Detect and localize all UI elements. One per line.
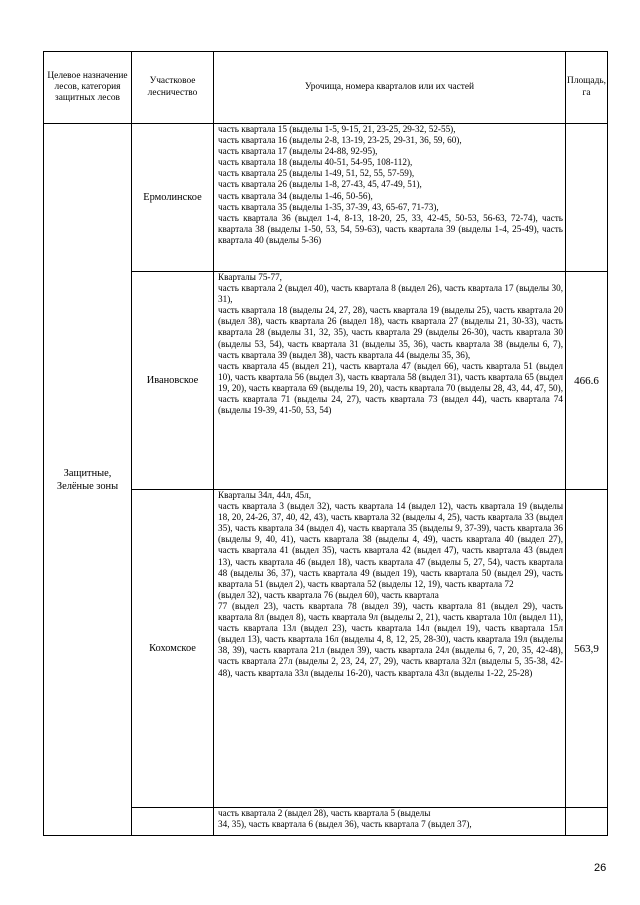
tracts-cell <box>214 808 566 836</box>
forests-table <box>43 51 608 836</box>
area-cell <box>566 808 608 836</box>
tract-line: Кварталы 34л, 44л, 45л, <box>218 490 312 500</box>
tract-line: Кварталы 75-77, <box>218 272 282 282</box>
tract-line: часть квартала 45 (выдел 21), часть квартала 47 (выдел 66), часть квартала 51 (выдел 10), часть квартала 56 (выдел 3), часть квартала 58 (выдел 31), часть квартала 65 (выдел 19, 20), часть квартала 69 (выделы 19, 20), часть квартала 70 (выделы 28, 43, 44, 47, 50), часть квартала 71 (выделы 24, 27), часть квартала 73 (выдел 44), часть квартала 74 (выделы 19-39, 41-50, 53, 54) <box>218 360 563 416</box>
tracts-cell <box>214 490 566 808</box>
tract-line: часть квартала 36 (выдел 1-4, 8-13, 18-20, 25, 33, 42-45, 50-53, 56-63, 72-74), часть квартала 38 (выделы 1-50, 53, 54, 59-63), часть квартала 39 (выделы 1-4, 25-49), часть квартала 40 (выделы 5-36) <box>218 212 563 245</box>
area-cell: 563,9 <box>566 490 608 808</box>
header-row <box>44 52 608 124</box>
category-cell: Защитные, Зелёные зоны <box>44 124 132 836</box>
tract-line: (выдел 32), часть квартала 76 (выдел 60), часть квартала <box>218 589 439 600</box>
tract-line: часть квартала 18 (выделы 40-51, 54-95, 108-112), <box>218 157 413 168</box>
forestry-name: Ермолинское <box>132 124 214 272</box>
header-purpose: Целевое назначение лесов, категория защитных лесов <box>44 52 132 124</box>
tracts-cell <box>214 272 566 490</box>
tract-line: часть квартала 3 (выдел 32), часть квартала 14 (выдел 12), часть квартала 19 (выделы 18, 20, 24-26, 37, 40, 42, 43), часть квартала 32 (выделы 4, 25), часть квартала 33 (выдел 35), часть квартала 34 (выдел 4), часть квартала 35 (выделы 9, 37-39), часть квартала 36 (выделы 9, 40, 41), часть квартала 38 (выделы 4, 49), часть квартала 40 (выдел 27), часть квартала 41 (выдел 35), часть квартала 42 (выдел 47), часть квартала 43 (выдел 13), часть квартала 46 (выдел 18), часть квартала 47 (выделы 5, 27, 54), часть квартала 48 (выделы 36, 37), часть квартала 49 (выдел 19), часть квартала 50 (выдел 29), часть квартала 51 (выдел 2), часть квартала 52 (выделы 12, 19), часть квартала 72 <box>218 501 563 589</box>
tract-line: часть квартала 15 (выделы 1-5, 9-15, 21, 23-25, 29-32, 52-55), <box>218 124 456 134</box>
tracts-cell <box>214 124 566 272</box>
table-row <box>44 124 608 272</box>
tract-line: 77 (выдел 23), часть квартала 78 (выдел 39), часть квартала 81 (выдел 29), часть квартала 8л (выдел 8), часть квартала 9л (выделы 2, 21), часть квартала 10л (выдел 11), часть квартала 13л (выдел 23), часть квартала 14л (выдел 19), часть квартала 15л (выдел 13), часть квартала 16л (выделы 4, 8, 12, 25, 28-30), часть квартала 19л (выделы 38, 39), часть квартала 21л (выдел 39), часть квартала 24л (выделы 6, 7, 20, 35, 42-48), часть квартала 27л (выделы 2, 23, 24, 27, 29), часть квартала 32л (выделы 5, 35-38, 42-48), часть квартала 33л (выделы 16-20), часть квартала 43л (выделы 1-22, 25-28) <box>218 600 563 678</box>
tract-line: часть квартала 17 (выделы 24-88, 92-95), <box>218 146 378 157</box>
area-cell <box>566 124 608 272</box>
tract-line: часть квартала 34 (выделы 1-46, 50-56), <box>218 190 373 201</box>
tract-line: часть квартала 2 (выдел 40), часть квартала 8 (выдел 26), часть квартала 17 (выделы 30, 31), <box>218 283 563 305</box>
tract-line: часть квартала 2 (выдел 28), часть квартала 5 (выделы <box>218 808 431 818</box>
tract-line: часть квартала 18 (выделы 24, 27, 28), часть квартала 19 (выделы 25), часть квартала 20 (выдел 38), часть квартала 26 (выдел 18), часть квартала 27 (выделы 21, 30-33), часть квартала 28 (выделы 31, 32, 35), часть квартала 29 (выделы 26-30), часть квартала 30 (выделы 53, 54), часть квартала 31 (выделы 35, 36), часть квартала 38 (выделы 6, 7), часть квартала 39 (выдел 38), часть квартала 44 (выделы 35, 36), <box>218 305 563 360</box>
forestry-name: Ивановское <box>132 272 214 490</box>
tract-line: часть квартала 16 (выделы 2-8, 13-19, 23-25, 29-31, 36, 59, 60), <box>218 135 462 146</box>
page-number: 26 <box>594 862 607 874</box>
tract-line: часть квартала 25 (выделы 1-49, 51, 52, 55, 57-59), <box>218 168 415 179</box>
header-tracts: Урочища, номера кварталов или их частей <box>214 52 566 124</box>
forestry-name: Кохомское <box>132 490 214 808</box>
tract-line: часть квартала 35 (выделы 1-35, 37-39, 43, 65-67, 71-73), <box>218 201 439 212</box>
forestry-name <box>132 808 214 836</box>
area-cell: 466.6 <box>566 272 608 490</box>
header-forestry: Участковое лесничество <box>132 52 214 124</box>
tract-line: часть квартала 26 (выделы 1-8, 27-43, 45, 47-49, 51), <box>218 179 422 190</box>
tract-line: 34, 35), часть квартала 6 (выдел 36), часть квартала 7 (выдел 37), <box>218 819 472 830</box>
header-area: Площадь, га <box>566 52 608 124</box>
